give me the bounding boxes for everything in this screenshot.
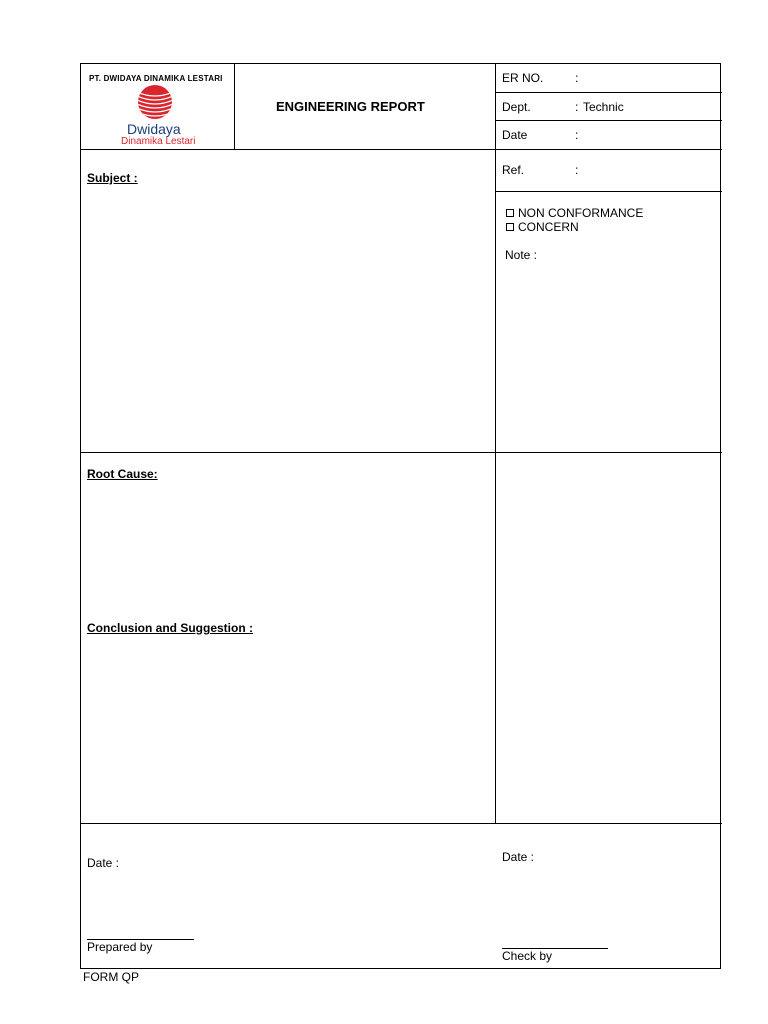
checked-date-label: Date : [502,850,535,864]
checkbox-concern[interactable] [506,220,579,234]
company-name: PT. DWIDAYA DINAMIKA LESTARI [89,74,223,83]
er-no-label: ER NO. [502,71,544,85]
date-label: Date [502,128,528,142]
divider [495,64,496,823]
prepared-date-label: Date : [87,856,120,870]
divider [234,64,235,150]
logo-text-secondary: Dinamika Lestari [121,136,196,147]
company-logo [135,84,175,122]
engineering-report-form [80,63,721,969]
divider [81,452,722,453]
page-title: ENGINEERING REPORT [276,99,425,114]
divider [495,92,722,93]
root-cause-label: Root Cause: [87,467,158,481]
dept-label: Dept. [502,100,531,114]
checkbox-non-conformance[interactable] [506,206,643,220]
divider [81,149,722,150]
logo-globe-icon [135,84,175,122]
checkbox-label: NON CONFORMANCE [518,206,644,220]
date-sep: : [575,128,579,142]
checkbox-icon[interactable] [506,223,514,231]
divider [81,823,722,824]
dept-sep: : [575,100,579,114]
checkbox-label: CONCERN [518,220,579,234]
dept-value[interactable]: Technic [583,100,624,114]
ref-label: Ref. [502,163,525,177]
checkbox-icon[interactable] [506,209,514,217]
ref-sep: : [575,163,579,177]
er-no-sep: : [575,71,579,85]
check-by-label: Check by [502,949,553,963]
note-label: Note : [505,248,538,262]
prepared-by-label: Prepared by [87,940,153,954]
logo-text-primary: Dwidaya [127,121,181,137]
subject-label: Subject : [87,171,138,185]
divider [495,120,722,121]
conclusion-label: Conclusion and Suggestion : [87,621,253,635]
divider [495,191,722,192]
form-code: FORM QP [83,970,139,984]
